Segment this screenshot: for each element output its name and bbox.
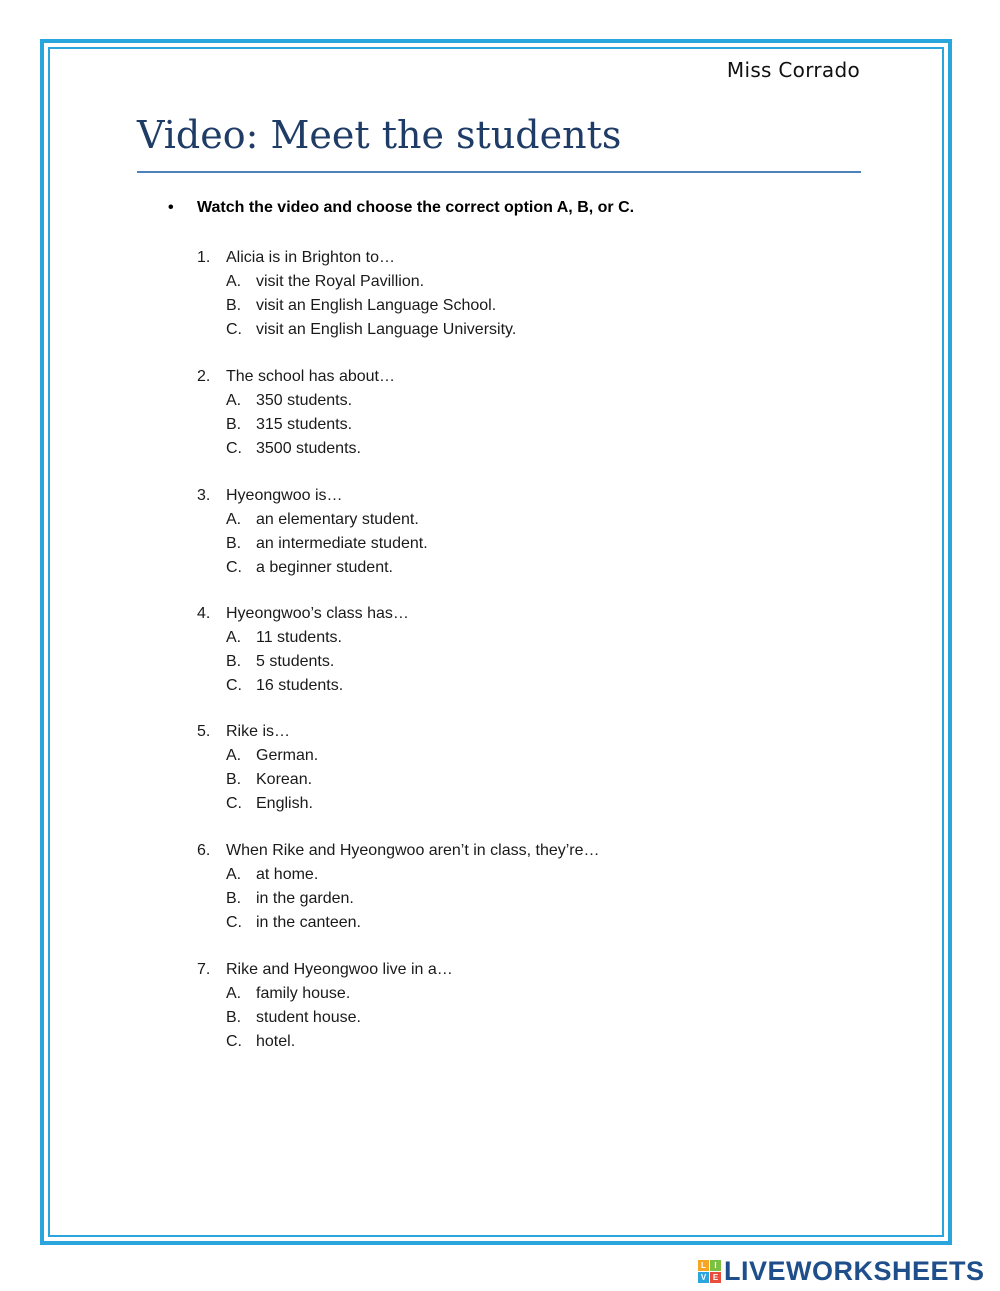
option-letter: C.	[226, 440, 242, 457]
option-letter: B.	[226, 771, 242, 788]
option-text: in the garden.	[256, 890, 354, 907]
page-title: Video: Meet the students	[137, 113, 622, 157]
question-2	[197, 365, 395, 461]
answer-option[interactable]	[197, 270, 516, 294]
option-letter: C.	[226, 914, 242, 931]
question-number: 5.	[197, 723, 211, 740]
option-text: 16 students.	[256, 677, 344, 694]
logo-block: I	[710, 1260, 721, 1271]
option-text: an elementary student.	[256, 511, 419, 528]
logo-block: E	[710, 1272, 721, 1283]
answer-option[interactable]	[197, 389, 395, 413]
option-text: German.	[256, 747, 319, 764]
answer-option[interactable]	[197, 887, 600, 911]
option-letter: B.	[226, 535, 242, 552]
option-letter: B.	[226, 297, 242, 314]
answer-option[interactable]	[197, 982, 453, 1006]
option-text: 350 students.	[256, 392, 353, 409]
question-number: 6.	[197, 842, 211, 859]
option-text: visit an English Language University.	[256, 321, 517, 338]
liveworksheets-logo[interactable]	[698, 1257, 985, 1285]
option-text: visit the Royal Pavillion.	[256, 273, 425, 290]
option-text: 11 students.	[256, 629, 342, 646]
answer-option[interactable]	[197, 556, 428, 580]
question-text: Rike is…	[226, 723, 291, 740]
option-text: Korean.	[256, 771, 313, 788]
option-text: English.	[256, 795, 313, 812]
option-text: at home.	[256, 866, 319, 883]
question-1	[197, 246, 516, 342]
answer-option[interactable]	[197, 650, 409, 674]
question-stem	[197, 602, 409, 626]
answer-option[interactable]	[197, 532, 428, 556]
option-letter: B.	[226, 653, 242, 670]
question-number: 2.	[197, 368, 211, 385]
answer-option[interactable]	[197, 413, 395, 437]
option-text: visit an English Language School.	[256, 297, 497, 314]
answer-option[interactable]	[197, 1030, 453, 1054]
option-text: in the canteen.	[256, 914, 361, 931]
question-number: 4.	[197, 605, 211, 622]
title-divider	[137, 171, 861, 173]
answer-option[interactable]	[197, 437, 395, 461]
option-letter: A.	[226, 273, 242, 290]
option-letter: A.	[226, 747, 242, 764]
option-letter: C.	[226, 795, 242, 812]
question-stem	[197, 720, 318, 744]
instruction	[168, 199, 634, 217]
question-3	[197, 484, 428, 580]
question-text: Hyeongwoo is…	[226, 487, 343, 504]
option-text: family house.	[256, 985, 351, 1002]
answer-option[interactable]	[197, 626, 409, 650]
question-4	[197, 602, 409, 698]
bullet-icon: •	[168, 199, 174, 216]
option-letter: B.	[226, 890, 242, 907]
page-border-inner	[48, 47, 944, 1237]
answer-option[interactable]	[197, 863, 600, 887]
option-letter: A.	[226, 392, 242, 409]
option-letter: C.	[226, 677, 242, 694]
question-number: 1.	[197, 249, 211, 266]
logo-block: V	[698, 1272, 709, 1283]
instruction-text: Watch the video and choose the correct option A, B, or C.	[197, 199, 635, 216]
question-number: 7.	[197, 961, 211, 978]
option-text: an intermediate student.	[256, 535, 428, 552]
question-text: The school has about…	[226, 368, 395, 385]
answer-option[interactable]	[197, 744, 318, 768]
question-5	[197, 720, 318, 816]
question-6	[197, 839, 600, 935]
option-text: 5 students.	[256, 653, 335, 670]
logo-blocks-icon	[698, 1260, 721, 1283]
answer-option[interactable]	[197, 792, 318, 816]
logo-text: LIVEWORKSHEETS	[724, 1255, 985, 1286]
question-stem	[197, 958, 453, 982]
question-7	[197, 958, 453, 1054]
option-letter: A.	[226, 866, 242, 883]
option-text: 3500 students.	[256, 440, 361, 457]
question-stem	[197, 484, 428, 508]
question-text: Hyeongwoo’s class has…	[226, 605, 409, 622]
option-text: 315 students.	[256, 416, 353, 433]
option-letter: C.	[226, 1033, 242, 1050]
option-text: student house.	[256, 1009, 361, 1026]
answer-option[interactable]	[197, 674, 409, 698]
option-letter: A.	[226, 629, 242, 646]
option-text: hotel.	[256, 1033, 296, 1050]
option-letter: C.	[226, 559, 242, 576]
answer-option[interactable]	[197, 318, 516, 342]
question-text: When Rike and Hyeongwoo aren’t in class, they’re…	[226, 842, 600, 859]
question-stem	[197, 246, 516, 270]
option-letter: B.	[226, 416, 242, 433]
question-stem	[197, 839, 600, 863]
option-letter: A.	[226, 511, 242, 528]
question-text: Rike and Hyeongwoo live in a…	[226, 961, 453, 978]
option-letter: C.	[226, 321, 242, 338]
option-letter: B.	[226, 1009, 242, 1026]
question-text: Alicia is in Brighton to…	[226, 249, 395, 266]
option-letter: A.	[226, 985, 242, 1002]
author-name: Miss Corrado	[726, 58, 860, 82]
option-text: a beginner student.	[256, 559, 393, 576]
question-stem	[197, 365, 395, 389]
question-number: 3.	[197, 487, 211, 504]
logo-block: L	[698, 1260, 709, 1271]
answer-option[interactable]	[197, 1006, 453, 1030]
answer-option[interactable]	[197, 508, 428, 532]
answer-option[interactable]	[197, 768, 318, 792]
answer-option[interactable]	[197, 911, 600, 935]
answer-option[interactable]	[197, 294, 516, 318]
